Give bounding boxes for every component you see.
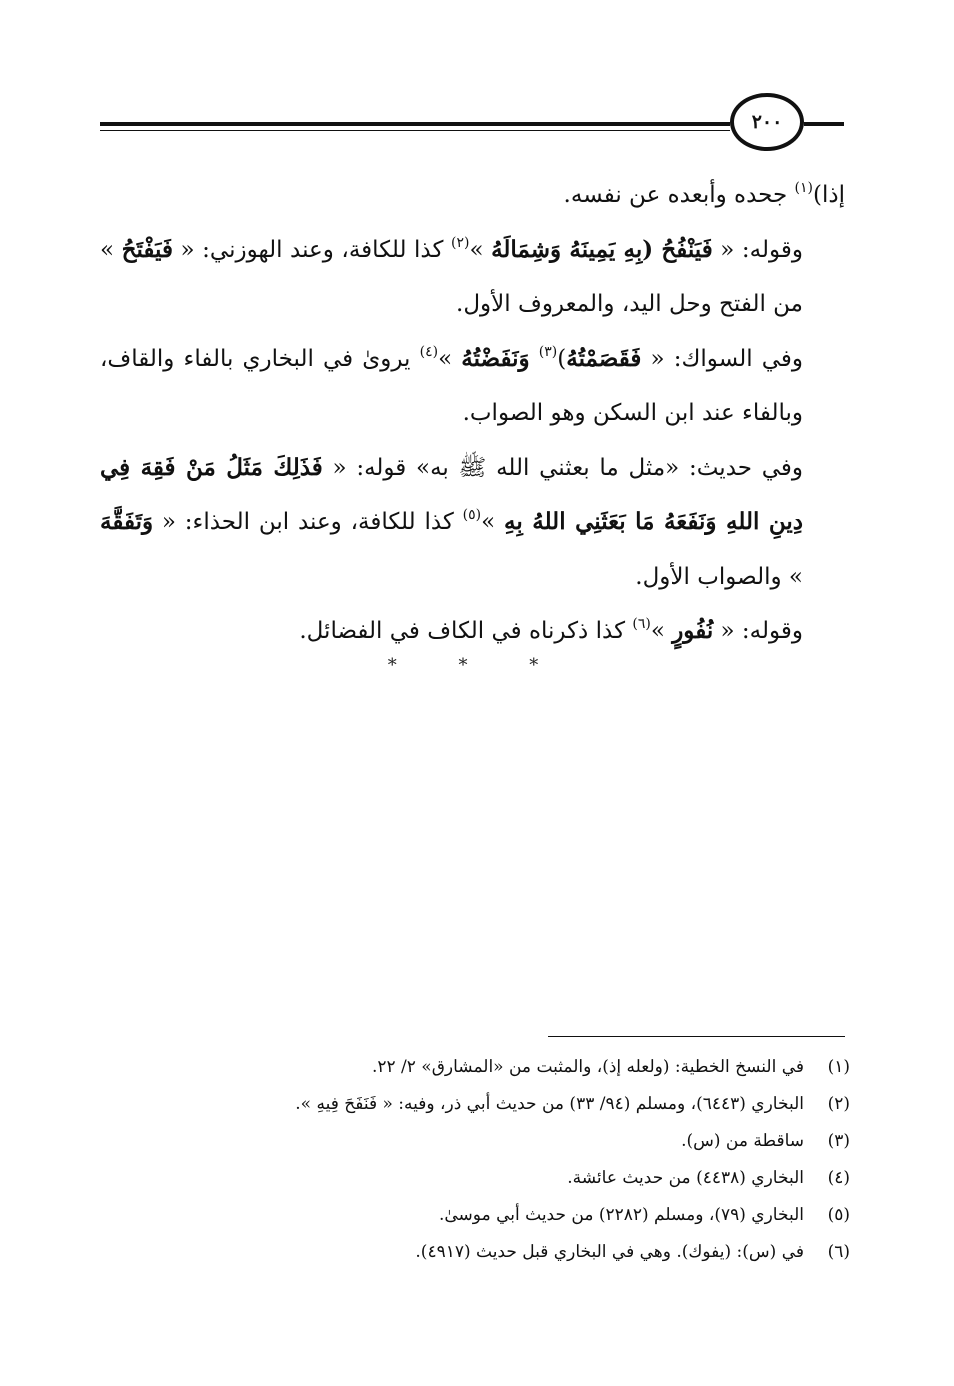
paragraph-text: » والصواب الأول. (635, 563, 803, 590)
footnote-text: في النسخ الخطية: (ولعله إذ)، والمثبت من «المشارق» ٢/ ٢٢. (371, 1057, 804, 1077)
paragraph-text: » (650, 618, 673, 644)
paragraph-text: وفي السواك: « (641, 345, 804, 372)
footnote-text: البخاري (٧٩)، ومسلم (٢٢٨٢) من حديث أبي موسىٰ. (438, 1205, 804, 1225)
page-number: ٢٠٠ (730, 93, 804, 151)
quoted-hadith-text: وَنَفَضْتُهُ (461, 344, 530, 372)
footnote-marker: (١) (794, 180, 813, 196)
footnote (150, 1160, 850, 1197)
footnote-marker: (٦) (632, 616, 651, 632)
paragraph-text: وقوله: « (712, 236, 803, 263)
footnote-marker: (٥) (462, 507, 482, 523)
paragraph-text: كذا ذكرناه في الكاف في الفضائل. (299, 618, 633, 644)
paragraph-text: وفي حديث: «مثل ما بعثني الله ﷺ به» قوله: « (322, 454, 803, 481)
paragraph-text: جحده وأبعده عن نفسه. (563, 182, 795, 208)
quoted-hadith-text: فَيَفْتَحُ (121, 235, 173, 263)
quoted-hadith-text: فَيَنْفُحُ (بِهِ يَمِينَهُ وَشِمَالَهُ (491, 235, 713, 263)
footnote-rule (548, 1036, 845, 1037)
paragraph-text: » من الفتح وحل اليد، والمعروف الأول. (100, 236, 803, 317)
paragraph (100, 168, 845, 223)
paragraph-text: إذا) (813, 182, 845, 208)
header-rule-right (804, 122, 844, 126)
footnote-marker: (٢) (451, 234, 470, 251)
header-rule-thin (100, 130, 730, 131)
paragraph (100, 441, 845, 605)
footnote (150, 1123, 850, 1160)
paragraph-text (530, 346, 539, 372)
footnote-marker: (٤) (419, 343, 439, 360)
paragraph-text: كذا للكافة، وعند ابن الحذاء: « (153, 509, 463, 535)
footnote-text: في (س): (يفوك). وهي في البخاري قبل حديث (٤٩١٧). (415, 1242, 804, 1262)
footnote (150, 1049, 850, 1086)
quoted-hadith-text: نُفُورٍ (672, 617, 714, 644)
footnote-text: البخاري (٦٤٤٣)، ومسلم (٩٤/ ٣٣) من حديث أبي ذر، وفيه: « فَنَفَحَ فِيهِ ». (295, 1094, 804, 1114)
footnote-number: (٥) (827, 1205, 850, 1225)
footnote-number: (٢) (827, 1094, 850, 1114)
footnote-number: (٤) (827, 1168, 850, 1188)
footnote-marker: (٣) (538, 343, 558, 360)
paragraph (100, 223, 845, 332)
paragraph-text: كذا للكافة، وعند الهوزني: « (172, 236, 451, 263)
paragraph-text: » (469, 236, 492, 263)
main-text (100, 168, 845, 659)
footnote-number: (١) (827, 1057, 850, 1077)
footnotes (150, 1049, 850, 1271)
paragraph-text: » (481, 509, 505, 535)
footnote (150, 1234, 850, 1271)
footnote-number: (٦) (827, 1242, 850, 1262)
footnote-text: ساقطة من (س). (681, 1131, 804, 1151)
quoted-hadith-text: فَذَلِكَ مَثَلُ مَنْ فَقِهَ فِي دِينِ اللهِ وَنَفَعَهُ مَا بَعَثَنِي اللهُ بِهِ (100, 453, 803, 535)
quoted-hadith-text: وَتَفَقَّهَ (100, 508, 154, 535)
header-rule (100, 122, 730, 126)
paragraph-text: » (438, 345, 462, 372)
quoted-hadith-text: فَقَصَمْتُهُ (566, 344, 642, 372)
paragraph-text: وقوله: « (713, 618, 803, 644)
paragraph (100, 604, 845, 659)
footnote-text: البخاري (٤٤٣٨) من حديث عائشة. (567, 1168, 804, 1188)
paragraph (100, 332, 845, 441)
footnote (150, 1197, 850, 1234)
paragraph-text: ) (557, 345, 567, 372)
section-separator: * * * (387, 655, 567, 676)
footnote-number: (٣) (827, 1131, 850, 1151)
footnote (150, 1086, 850, 1123)
paragraph-text: يروىٰ في البخاري بالفاء والقاف، وبالفاء عند ابن السكن وهو الصواب. (100, 345, 803, 426)
